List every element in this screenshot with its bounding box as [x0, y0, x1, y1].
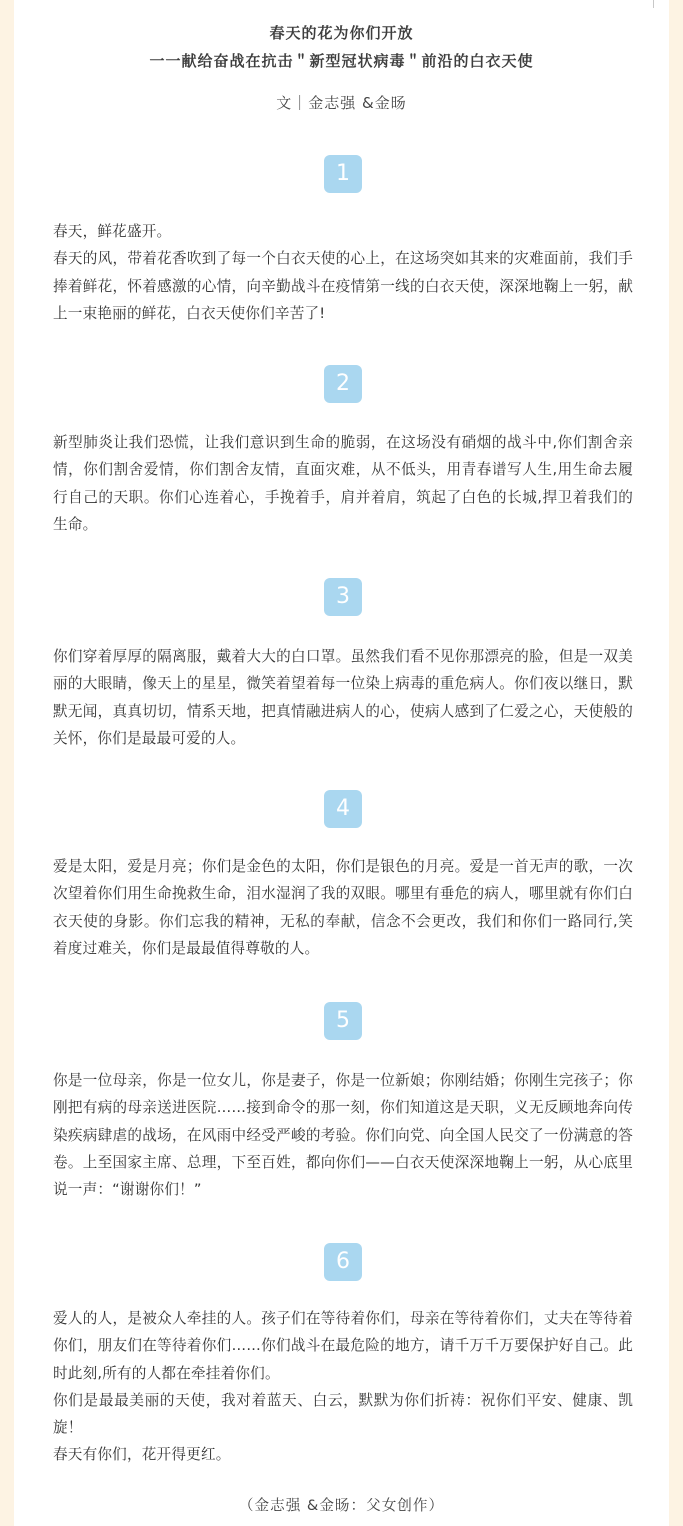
paragraph: 春天的风，带着花香吹到了每一个白衣天使的心上，在这场突如其来的灾难面前，我们手捧着鲜花，怀着感激的心情，向辛勤战斗在疫情第一线的白衣天使，深深地鞠上一躬，献上一束艳丽的鲜花，白衣天使你们辛苦了! [53, 250, 633, 322]
section-number-badge: 1 [324, 155, 362, 193]
paragraph: 你们穿着厚厚的隔离服，戴着大大的白口罩。虽然我们看不见你那漂亮的脸，但是一双美丽的大眼睛，像天上的星星，微笑着望着每一位染上病毒的重危病人。你们夜以继日，默默无闻，真真切切，情系天地，把真情融进病人的心，使病人感到了仁爱之心，天使般的关怀，你们是最最可爱的人。 [53, 648, 633, 747]
section-number-badge: 4 [324, 790, 362, 828]
paragraph: 你们是最最美丽的天使，我对着蓝天、白云，默默为你们折祷：祝你们平安、健康、凯旋！ [53, 1391, 633, 1437]
section-4-body [53, 853, 633, 962]
paragraph: 你是一位母亲，你是一位女儿，你是妻子，你是一位新娘；你刚结婚；你刚生完孩子；你刚把有病的母亲送进医院……接到命令的那一刻，你们知道这是天职，义无反顾地奔向传染疾病肆虐的战场，在风雨中经受严峻的考验。你们向党、向全国人民交了一份满意的答卷。上至国家主席、总理，下至百姓，都向你们——白衣天使深深地鞠上一躬，从心底里说一声：“谢谢你们！” [53, 1072, 633, 1199]
section-5-body [53, 1067, 633, 1203]
article-byline: 文｜金志强 &金旸 [276, 94, 407, 112]
corner-divider [653, 0, 654, 8]
paragraph: 新型肺炎让我们恐慌，让我们意识到生命的脆弱，在这场没有硝烟的战斗中,你们割舍亲情，你们割舍爱情，你们割舍友情，直面灾难，从不低头，用青春谱写人生,用生命去履行自己的天职。你们心连着心，手挽着手，肩并着肩，筑起了白色的长城,捍卫着我们的生命。 [53, 434, 633, 533]
paragraph: 爱是太阳，爱是月亮；你们是金色的太阳，你们是银色的月亮。爱是一首无声的歌，一次次望着你们用生命挽救生命，泪水湿润了我的双眼。哪里有垂危的病人，哪里就有你们白衣天使的身影。你们忘我的精神，无私的奉献，信念不会更改，我们和你们一路同行,笑着度过难关，你们是最最值得尊敬的人。 [53, 858, 633, 957]
section-6-body [53, 1305, 633, 1469]
section-2-body [53, 429, 633, 538]
paragraph: 爱人的人，是被众人牵挂的人。孩子们在等待着你们，母亲在等待着你们，丈夫在等待着你们，朋友们在等待着你们……你们战斗在最危险的地方，请千万千万要保护好自己。此时此刻,所有的人都在牵挂着你们。 [53, 1310, 633, 1382]
section-number-badge: 3 [324, 578, 362, 616]
section-number-badge: 2 [324, 365, 362, 403]
article-subtitle: 一一献给奋战在抗击＂新型冠状病毒＂前沿的白衣天使 [149, 52, 534, 70]
section-number-badge: 5 [324, 1002, 362, 1040]
section-number-badge: 6 [324, 1243, 362, 1281]
paragraph: 春天，鲜花盛开。 [53, 223, 172, 240]
article-title: 春天的花为你们开放 [269, 24, 414, 42]
paragraph: 春天有你们，花开得更红。 [53, 1446, 231, 1464]
article-footer: （金志强 &金旸：父女创作） [238, 1497, 445, 1514]
section-1-body [53, 218, 633, 327]
section-3-body [53, 643, 633, 752]
